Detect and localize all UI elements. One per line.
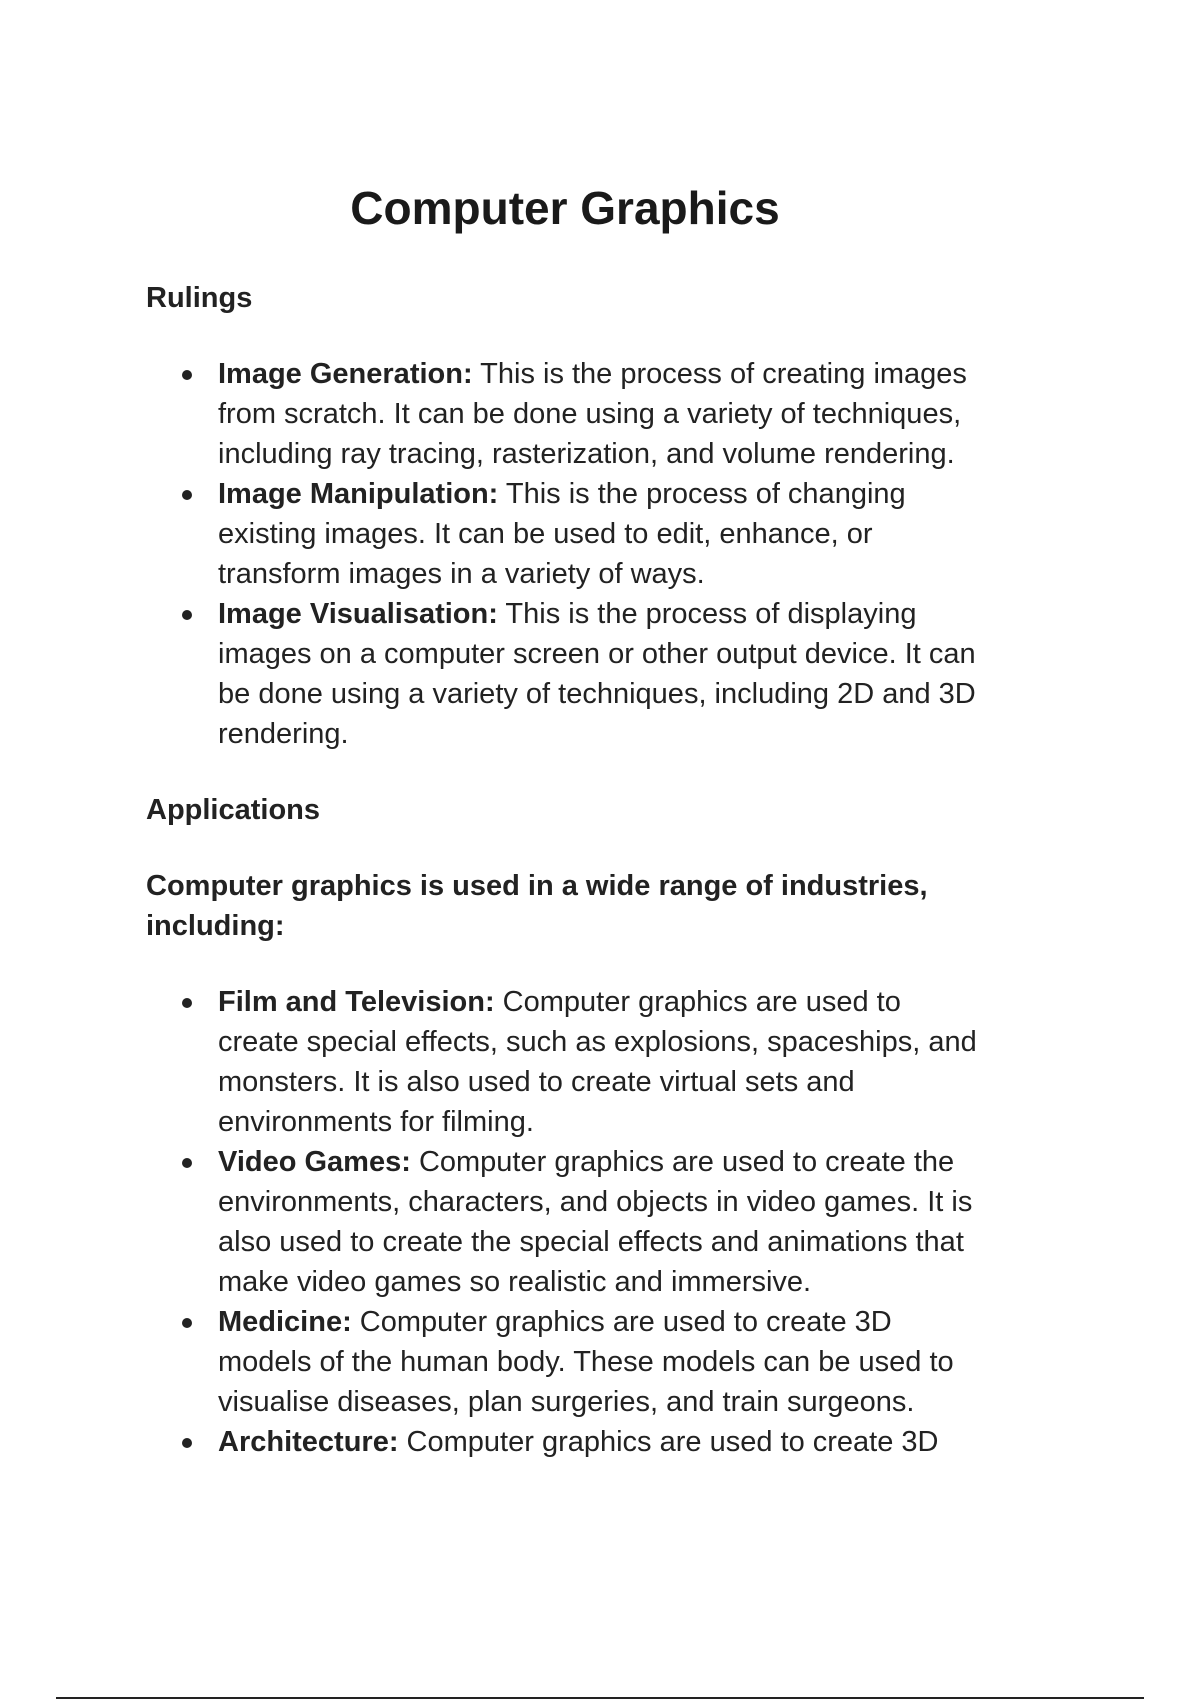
bullet-icon — [182, 370, 192, 380]
bullet-icon — [182, 490, 192, 500]
list-item-text: This is the process of displaying images on a computer screen or other output device. It can be done using a variety of techniques, including 2D and 3D rendering. — [218, 598, 976, 750]
bullet-icon — [182, 998, 192, 1008]
list-item-text: Computer graphics are used to create special effects, such as explosions, spaceships, and monsters. It is also used to create virtual sets and environments for filming. — [218, 986, 977, 1138]
list-item-term: Film and Television: — [218, 986, 495, 1018]
rulings-list — [146, 354, 1006, 754]
list-item-term: Video Games: — [218, 1146, 411, 1178]
list-item-term: Image Visualisation: — [218, 598, 498, 630]
list-item — [146, 1142, 978, 1302]
list-item-text: This is the process of changing existing images. It can be used to edit, enhance, or transform images in a variety of ways. — [218, 478, 906, 590]
applications-intro: Computer graphics is used in a wide range of industries, including: — [146, 870, 928, 942]
list-item-text: This is the process of creating images from scratch. It can be done using a variety of techniques, including ray tracing, rasterization, and volume rendering. — [218, 358, 967, 470]
page-bottom-rule — [56, 1697, 1144, 1699]
list-item-term: Architecture: — [218, 1426, 399, 1458]
bullet-icon — [182, 1158, 192, 1168]
list-item — [146, 982, 978, 1142]
list-item — [146, 354, 978, 474]
document-body — [146, 278, 1006, 1498]
rulings-heading: Rulings — [146, 282, 253, 314]
bullet-icon — [182, 610, 192, 620]
list-item — [146, 594, 978, 754]
list-item-text: Computer graphics are used to create 3D models of the human body. These models can be used to visualise diseases, plan surgeries, and train surgeons. — [218, 1306, 954, 1418]
list-item-text: Computer graphics are used to create the environments, characters, and objects in video games. It is also used to create the special effects and animations that make video games so realistic and immersive. — [218, 1146, 973, 1298]
list-item-term: Medicine: — [218, 1306, 352, 1338]
list-item — [146, 474, 978, 594]
list-item-term: Image Generation: — [218, 358, 473, 390]
bullet-icon — [182, 1318, 192, 1328]
list-item — [146, 1422, 978, 1462]
list-item — [146, 1302, 978, 1422]
list-item-text: Computer graphics are used to create 3D — [398, 1426, 939, 1458]
document-title: Computer Graphics — [350, 182, 780, 234]
applications-list — [146, 982, 1006, 1462]
applications-heading: Applications — [146, 794, 321, 826]
bullet-icon — [182, 1438, 192, 1448]
list-item-term: Image Manipulation: — [218, 478, 499, 510]
